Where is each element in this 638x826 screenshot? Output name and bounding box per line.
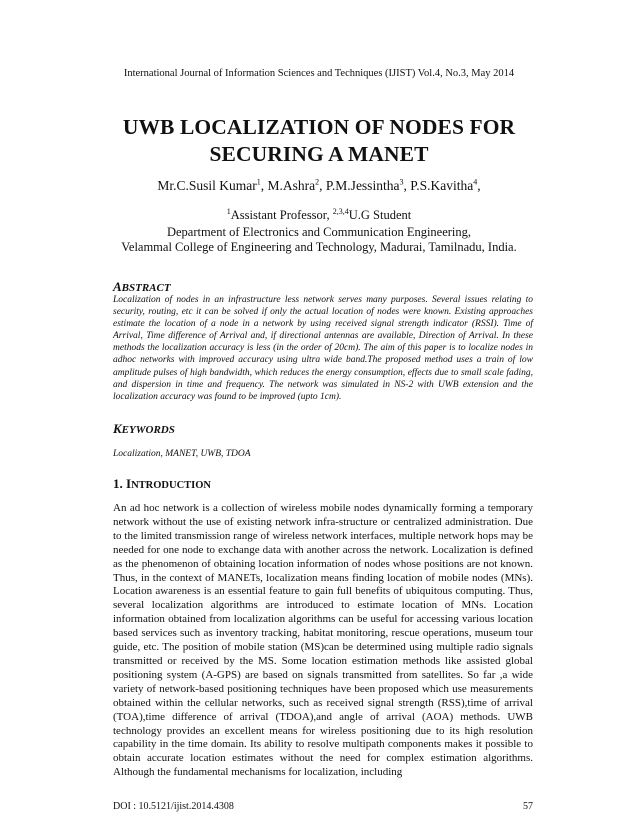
- abstract-text: Localization of nodes in an infrastructure less network serves many purposes. Several issues relating to security, routing, etc it can be solved if only the actual location of nodes were known. Existing approaches estimate the location of a node in a network by using received signal strength indicator (RSSI). Time of Arrival, Time difference of Arrival and, if directional antennas are available, Direction of Arrival. In these methods the localization accuracy is less (in the order of 20cm). The aim of this paper is to localize nodes in adhoc networks with improved accuracy using ultra wide band.The proposed method uses a train of low amplitude pulses of high bandwidth, which reduces the energy consumption, effects due to small scale fading, and dispersion in time and frequency. The network was simulated in NS-2 with UWB extension and the localization accuracy was found to be improved (upto 1cm).: [113, 295, 533, 402]
- role1-mark: 1: [226, 206, 231, 216]
- role1-text: Assistant Professor,: [230, 208, 333, 222]
- keywords-heading: [113, 421, 175, 437]
- college: Velammal College of Engineering and Technology, Madurai, Tamilnadu, India.: [121, 240, 517, 254]
- footer-doi: DOI : 10.5121/ijist.2014.4308: [113, 801, 234, 812]
- affiliation-block: [0, 208, 638, 256]
- affiliation-roles: [0, 208, 638, 224]
- author-separator: ,: [260, 178, 268, 193]
- introduction-heading-rest: NTRODUCTION: [131, 480, 211, 491]
- author-name: M.Ashra: [267, 178, 316, 193]
- author-affil-mark: 1: [256, 177, 261, 187]
- page-number: 57: [523, 801, 533, 812]
- paper-title: [0, 114, 638, 168]
- keywords-heading-initial: K: [113, 421, 122, 436]
- author-separator: ,: [319, 178, 326, 193]
- abstract-heading-initial: A: [113, 279, 122, 294]
- author-affil-mark: 2: [315, 177, 320, 187]
- author-affil-mark: 3: [399, 177, 404, 187]
- author-separator: ,: [477, 178, 481, 193]
- introduction-heading-num: 1. I: [113, 476, 132, 491]
- role2-text: U.G Student: [348, 208, 412, 222]
- author-name: Mr.C.Susil Kumar: [157, 178, 257, 193]
- abstract-heading: [113, 279, 171, 295]
- introduction-heading: [113, 476, 211, 492]
- department: Department of Electronics and Communication Engineering,: [166, 224, 472, 239]
- introduction-text: An ad hoc network is a collection of wireless mobile nodes dynamically forming a temporary network without the use of existing network infra-structure or centralized administration. Due to the limited transmission range of wireless network interfaces, multiple network hops may be needed for one node to exchange data with another across the network. Localization is defined as the phenomenon of obtaining location information of nodes whose positions are not known. Thus, in the context of MANETs, localization means finding location of mobile nodes (MNs). Location awareness is an essential feature to gain full benefits of ubiquitous computing. Thus, several localization algorithms are introduced to estimate location of MNs. Location information obtained from localization algorithms can be useful for accessing various location based services such as inventory tracking, habitat monitoring, rescue operations, museum tour guide, etc. The position of mobile station (MS)can be determined using multiple radio signals transmitted or received by the MS. Some location estimation methods like assisted global positioning system (A-GPS) are based on signals transmitted from satellites. So far ,a wide variety of network-based positioning techniques have been proposed which use measurements obtained within the cellular networks, such as received signal strength (RSS),time of arrival (TOA),time difference of arrival (TDOA),and angle of arrival (AOA) methods. UWB technology provides an excellent means for wireless positioning due to its high resolution capability in the time domain. Its ability to resolve multipath components makes it possible to obtain accurate location estimates without the need for complex estimation algorithms. Although the fundamental mechanisms for localization, including: [113, 502, 533, 779]
- abstract-heading-rest: BSTRACT: [121, 282, 171, 294]
- keywords-heading-rest: EYWORDS: [121, 424, 175, 436]
- keywords-text: Localization, MANET, UWB, TDOA: [113, 449, 251, 459]
- author-name: P.S.Kavitha: [410, 178, 474, 193]
- author-separator: ,: [403, 178, 411, 193]
- author-list: [0, 178, 638, 194]
- role2-mark: 2,3,4: [332, 206, 349, 216]
- title-line-2: SECURING A MANET: [209, 142, 429, 166]
- title-line-1: UWB LOCALIZATION OF NODES FOR: [122, 115, 516, 139]
- author-name: P.M.Jessintha: [325, 178, 400, 193]
- journal-header: International Journal of Information Sciences and Techniques (IJIST) Vol.4, No.3, May 2014: [123, 68, 515, 79]
- author-affil-mark: 4: [473, 177, 478, 187]
